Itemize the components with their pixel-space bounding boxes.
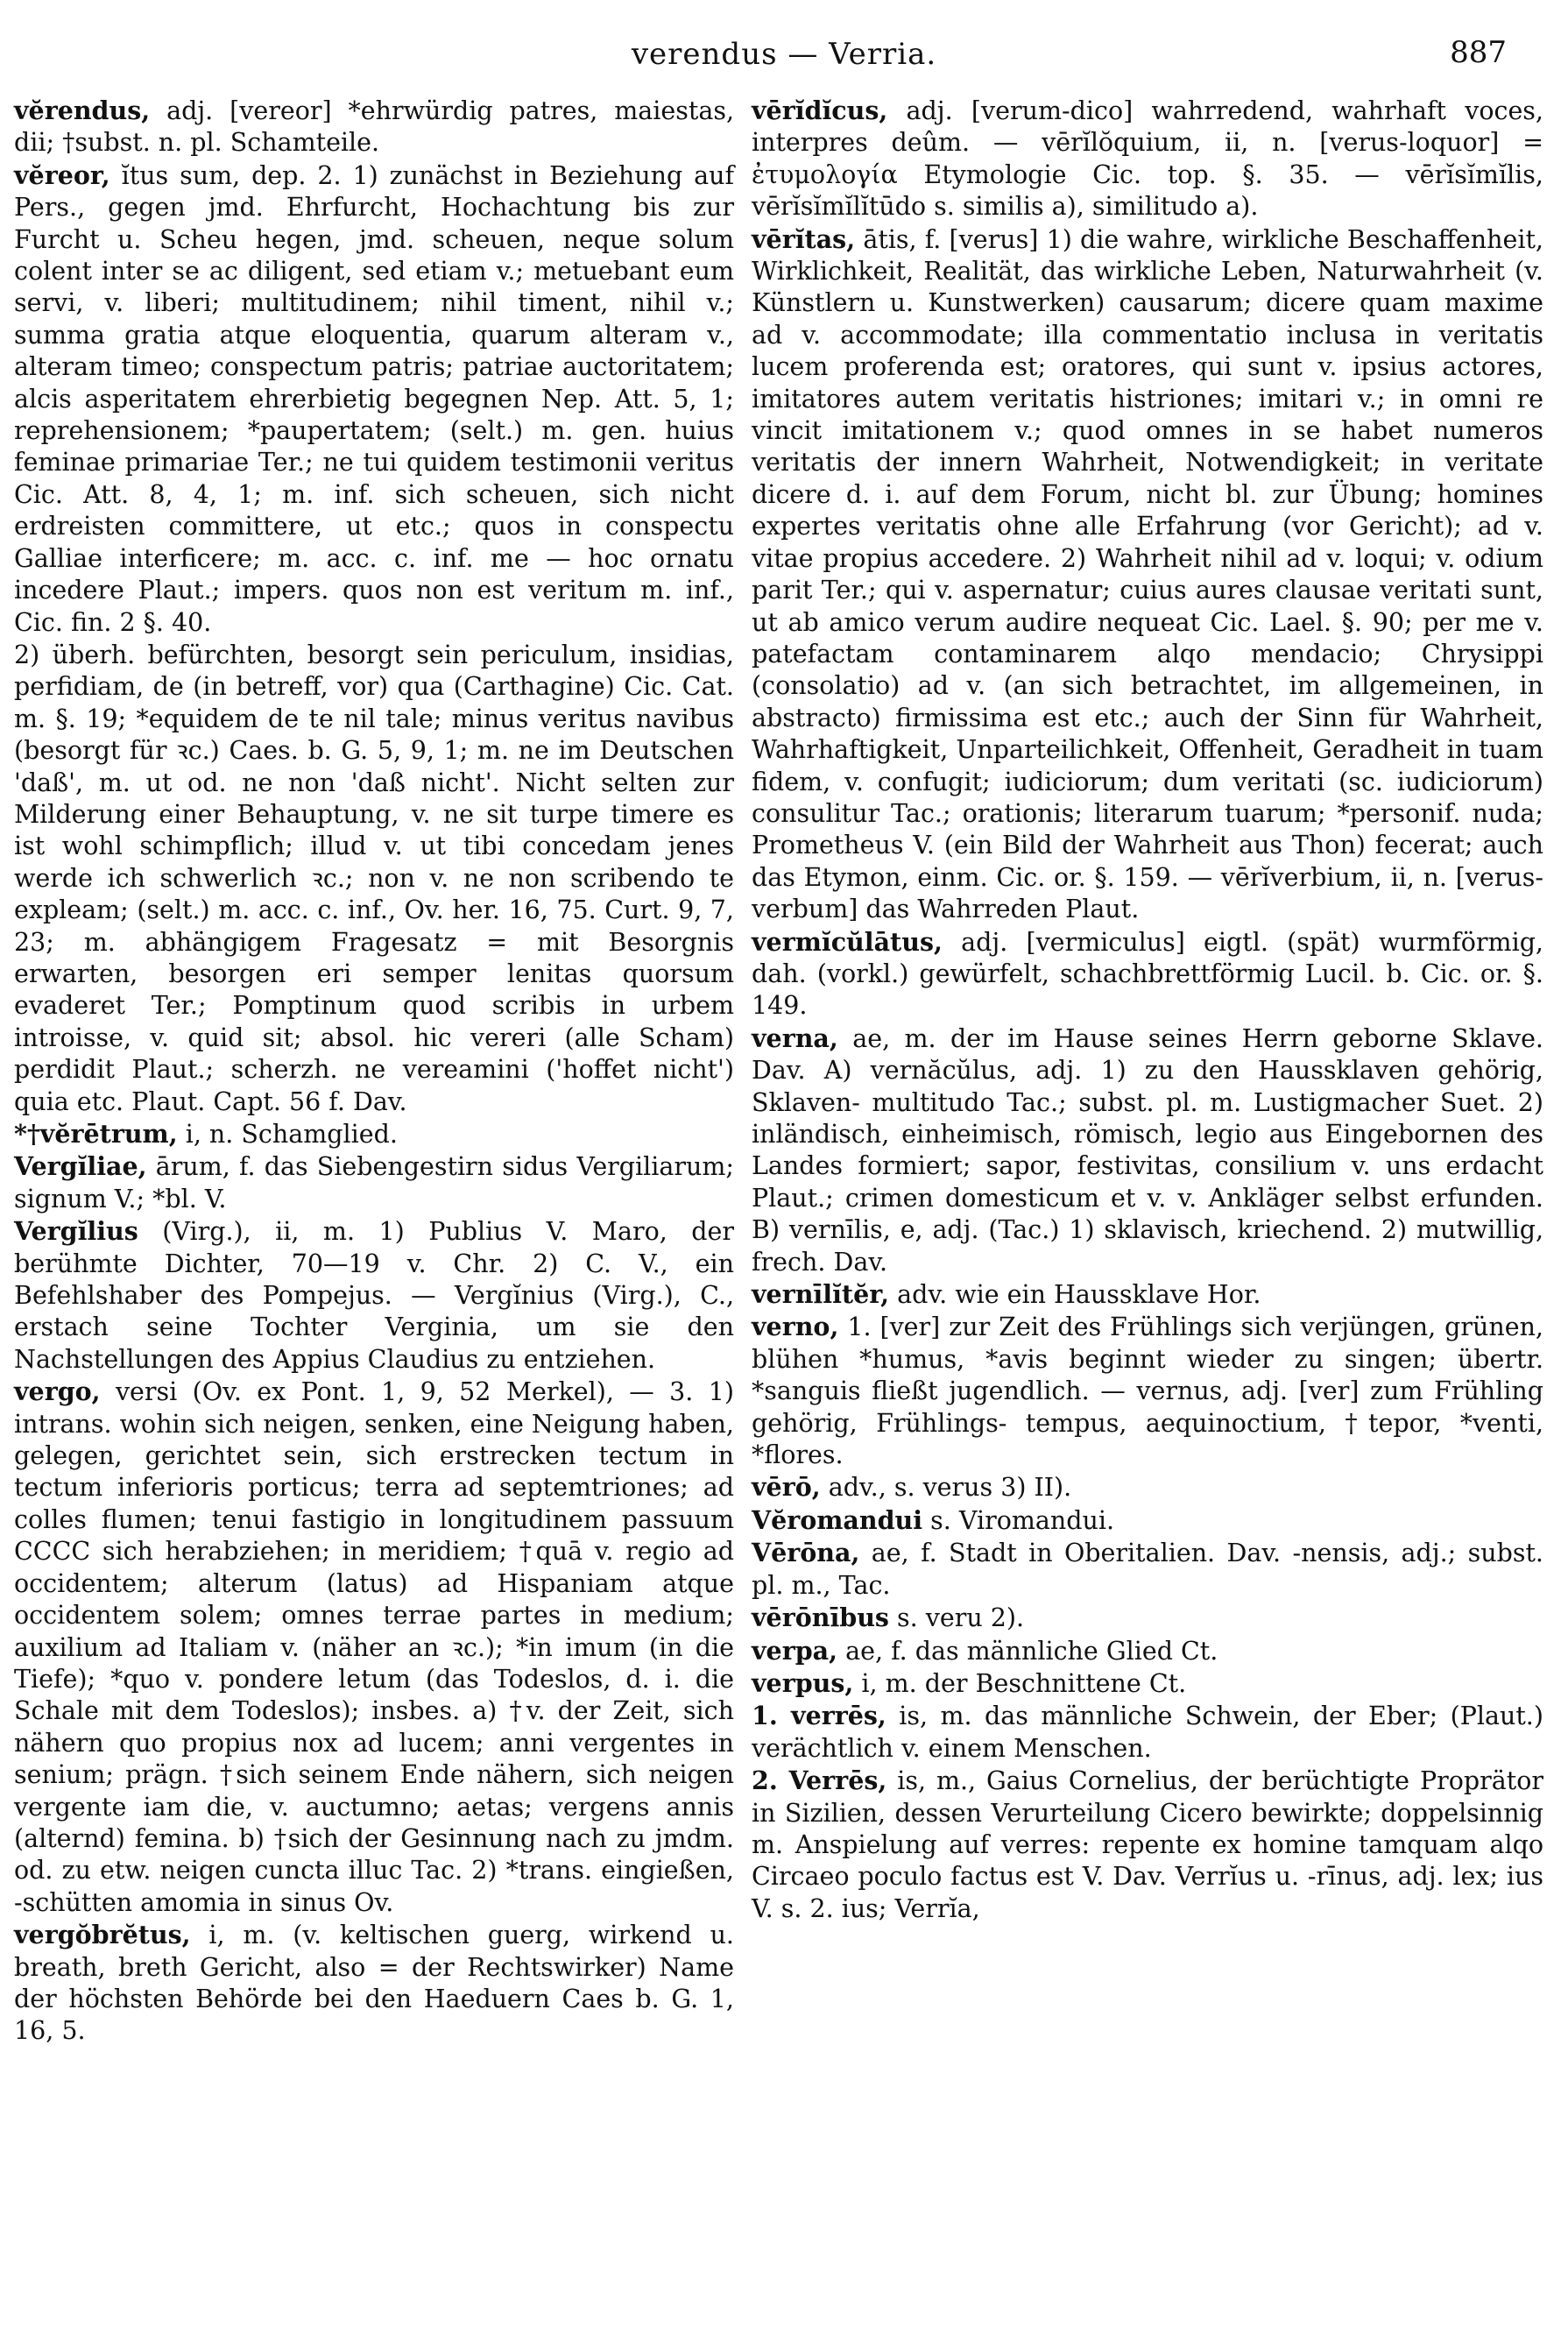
entry-definition: s. veru 2).: [888, 1603, 1025, 1633]
entry-definition: ārum, f. das Siebengestirn sidus Vergiliarum; signum V.; *bl. V.: [14, 1152, 734, 1213]
entry-definition: adv. wie ein Haussklave Hor.: [889, 1280, 1261, 1310]
entry-headword: Vĕromandui: [752, 1504, 923, 1535]
entry-headword: verpa,: [752, 1635, 838, 1666]
dictionary-entry: [14, 95, 734, 159]
dictionary-entry: [752, 1765, 1543, 1925]
entry-headword: vergŏbrĕtus,: [14, 1920, 191, 1950]
entry-headword: vĕrendus,: [14, 96, 151, 125]
entry-definition: ae, m. der im Hause seines Herrn geborne Sklave. Dav. A) vernăcŭlus, adj. 1) zu den Haussklaven gehörig, Sklaven‑ multitudo Tac.; subst. pl. m. Lustigmacher Suet. 2) inländisch, einheimisch, römisch, legio aus Eingebornen des Landes formiert; sapor, festivitas, consilium v. uns erdacht Plaut.; crimen domesticum et v. v. Ankläger selbst erfunden. B) vernīlis, e, adj. (Tac.) 1) sklavisch, kriechend. 2) mutwillig, frech. Dav.: [752, 1023, 1543, 1277]
entry-headword: Vergĭlius: [14, 1216, 138, 1247]
entry-definition: is, m., Gaius Cornelius, der berüchtigte Proprätor in Sizilien, dessen Verurteilung Cicero bewirkte; doppelsinnig m. Anspielung auf verres: repente ex homine tamquam alqo Circaeo poculo factus est V. Dav. Verrĭus u. ‑rīnus, adj. lex; ius V. s. 2. ius; Verrĭa,: [752, 1766, 1543, 1923]
dictionary-entry: [14, 1150, 734, 1215]
entry-headword: verna,: [752, 1022, 838, 1053]
entry-headword: vermĭcŭlātus,: [752, 926, 943, 957]
dictionary-entry: [14, 159, 734, 639]
entry-headword: vērō,: [752, 1472, 821, 1503]
dictionary-entry: [752, 1278, 1543, 1311]
page-header: [0, 30, 1568, 82]
entry-definition: s. Viromandui.: [922, 1505, 1115, 1535]
dictionary-entry: [752, 1022, 1543, 1278]
dictionary-entry: [752, 1504, 1543, 1537]
dictionary-entry: [14, 1118, 734, 1150]
entry-headword: vĕreor,: [14, 159, 110, 190]
dictionary-entry: [752, 1537, 1543, 1602]
dictionary-entry: [752, 1471, 1543, 1504]
entry-headword: verno,: [752, 1312, 839, 1342]
entry-definition: ĭtus sum, dep. 2. 1) zunächst in Beziehung auf Pers., gegen jmd. Ehrfurcht, Hochachtung bis zur Furcht u. Scheu hegen, jmd. scheuen, neque solum colent inter se ac diligent, sed etiam v.; metuebant eum servi, v. liberi; multitudinem; nihil timent, nihil v.; summa gratia atque eloquentia, quarum alteram v., alteram timeo; conspectum patris; patriae auctoritatem; alcis asperitatem ehrerbietig begegnen Nep. Att. 5, 1; reprehensionem; *paupertatem; (selt.) m. gen. huius feminae primariae Ter.; ne tui quidem testimonii veritus Cic. Att. 8, 4, 1; m. inf. sich scheuen, sich nicht erdreisten committere, ut etc.; quos in conspectu Galliae interficere; m. acc. c. inf. me — hoc ornatu incedere Plaut.; impers. quos non est veritum m. inf., Cic. fin. 2 §. 40.: [14, 160, 734, 637]
dictionary-entry: [752, 1602, 1543, 1634]
entry-definition: versi (Ov. ex Pont. 1, 9, 52 Merkel), — 3. 1) intrans. wohin sich neigen, senken, eine Neigung haben, gelegen, gerichtet sein, sich erstrecken tectum in tectum inferioris porticus; terra ad septemtriones; ad colles flumen; tenui fastigio in longitudinem passuum CCCC sich herabziehen; in meridiem; †quā v. regio ad occidentem; alterum (latus) ad Hispaniam atque occidentem solem; omnes terrae partes in medium; auxilium ad Italiam v. (näher an ꝛc.); *in imum (in die Tiefe); *quo v. pondere letum (das Todeslos, d. i. die Schale mit dem Todeslos); insbes. a) †v. der Zeit, sich nähern quo propius nox ad lucem; anni vergentes in senium; prägn. †sich seinem Ende nähern, sich neigen vergente iam die, v. auctumno; aetas; vergens annis (alternd) femina. b) †sich der Gesinnung nach zu jmdm. od. zu etw. neigen cuncta illuc Tac. 2) *trans. eingießen, ‑schütten amomia in sinus Ov.: [14, 1377, 734, 1917]
entry-definition: i, m. (v. keltischen guerg, wirkend u. breath, breth Gericht, also = der Rechtswirker) Name der höchsten Behörde bei den Haeduern Caes b. G. 1, 16, 5.: [14, 1921, 734, 2046]
entry-headword: vernīlĭtĕr,: [752, 1279, 890, 1310]
entry-definition: 1. [ver] zur Zeit des Frühlings sich verjüngen, grünen, blühen *humus, *avis beginnt wieder zu singen; übertr. *sanguis fließt jugendlich. — vernus, adj. [ver] zum Frühling gehörig, Frühlings‑ tempus, aequinoctium, †tepor, *venti, *flores.: [752, 1313, 1543, 1470]
running-title: verendus — Verria.: [631, 37, 937, 72]
entry-definition: 2) überh. befürchten, besorgt sein periculum, insidias, perfidiam, de (in betreff, vor) qua (Carthagine) Cic. Cat. m. §. 19; *equidem de te nil tale; minus veritus navibus (besorgt für ꝛc.) Caes. b. G. 5, 9, 1; m. ne im Deutschen 'daß', m. ut od. ne non 'daß nicht'. Nicht selten zur Milderung einer Behauptung, v. ne sit turpe timere es ist wohl schimpflich; illud v. ut tibi concedam jenes werde ich schwerlich ꝛc.; non v. ne non scribendo te expleam; (selt.) m. acc. c. inf., Ov. her. 16, 75. Curt. 9, 7, 23; m. abhängigem Fragesatz = mit Besorgnis erwarten, besorgen eri semper lenitas quorsum evaderet Ter.; Pomptinum quod scribis in urbem introisse, v. quid sit; absol. hic vereri (alle Scham) perdidit Plaut.; scherzh. ne vereamini ('hoffet nicht') quia etc. Plaut. Capt. 56 f. Dav.: [14, 640, 734, 1116]
entry-headword: Vērōna,: [752, 1538, 860, 1568]
entry-definition: i, n. Schamglied.: [177, 1120, 398, 1149]
entry-headword: 2. Verrēs,: [752, 1765, 887, 1796]
entry-definition: ae, f. das männliche Glied Ct.: [837, 1636, 1218, 1666]
entry-headword: 1. verrēs,: [752, 1701, 886, 1731]
entry-definition: adv., s. verus 3) II).: [820, 1473, 1072, 1503]
dictionary-entry: [752, 95, 1543, 223]
entry-definition: is, m. das männliche Schwein, der Eber; (Plaut.) verächtlich v. einem Menschen.: [752, 1702, 1543, 1763]
dictionary-entry: [752, 223, 1543, 926]
entry-headword: Vergĭliae,: [14, 1151, 147, 1182]
dictionary-entry: [752, 1311, 1543, 1471]
entry-headword: vērĭtas,: [752, 223, 856, 254]
right-column: [752, 95, 1543, 1925]
dictionary-entry: [752, 926, 1543, 1022]
entry-definition: adj. [vermiculus] eigtl. (spät) wurmförmig, dah. (vorkl.) gewürfelt, schachbrettförmig Lucil. b. Cic. or. §. 149.: [752, 927, 1543, 1021]
dictionary-entry: [14, 1376, 734, 1919]
entry-definition: adj. [vereor] *ehrwürdig patres, maiestas, dii; †subst. n. pl. Schamteile.: [14, 96, 734, 158]
entry-headword: vērōnībus: [752, 1603, 889, 1633]
entry-definition: ae, f. Stadt in Oberitalien. Dav. ‑nensis, adj.; subst. pl. m., Tac.: [752, 1539, 1543, 1600]
entry-headword: vergo,: [14, 1376, 101, 1407]
dictionary-entry-sense: [14, 639, 734, 1118]
page-number: 887: [1450, 35, 1507, 70]
dictionary-entry: [752, 1667, 1543, 1700]
entry-headword: *†vĕrētrum,: [14, 1119, 178, 1149]
entry-definition: i, m. der Beschnittene Ct.: [853, 1668, 1187, 1698]
dictionary-entry: [752, 1635, 1543, 1667]
dictionary-entry: [14, 1215, 734, 1376]
entry-headword: vērĭdĭcus,: [752, 96, 888, 125]
dictionary-entry: [14, 1919, 734, 2048]
entry-definition: adj. [verum-dico] wahrredend, wahrhaft voces, interpres deûm. — vērĭlŏquium, ii, n. [verus-loquor] = ἐτυμολογία Etymologie Cic. top. §. 35. — vērĭsĭmĭlis, vērĭsĭmĭlĭtūdo s. similis a), similitudo a).: [752, 96, 1543, 222]
entry-definition: (Virg.), ii, m. 1) Publius V. Maro, der berühmte Dichter, 70—19 v. Chr. 2) C. V., ein Befehlshaber des Pompejus. — Vergĭnius (Virg.), C., erstach seine Tochter Verginia, um sie den Nachstellungen des Appius Claudius zu entziehen.: [14, 1217, 734, 1374]
left-column: [14, 95, 734, 2048]
dictionary-entry: [752, 1700, 1543, 1765]
entry-definition: ātis, f. [verus] 1) die wahre, wirkliche Beschaffenheit, Wirklichkeit, Realität, das wirkliche Leben, Naturwahrheit (v. Künstlern u. Kunstwerken) causarum; dicere quam maxime ad v. accommodate; illa commentatio inclusa in veritatis lucem proferenda est; oratores, qui sunt v. ipsius actores, imitatores autem veritatis histriones; imitari v.; in omni re vincit imitationem v.; quod omnes in se habet numeros veritatis der innern Wahrheit, Notwendigkeit; in veritate dicere d. i. auf dem Forum, nicht bl. zur Übung; homines expertes veritatis ohne alle Erfahrung (vor Gericht); ad v. vitae propius accedere. 2) Wahrheit nihil ad v. loqui; v. odium parit Ter.; qui v. aspernatur; cuius aures clausae veritati sunt, ut ab amico verum audire nequeat Cic. Lael. §. 90; per me v. patefactam contaminarem alqo mendacio; Chrysippi (consolatio) ad v. (an sich betrachtet, im allgemeinen, in abstracto) firmissima est etc.; auch der Sinn für Wahrheit, Wahrhaftigkeit, Unparteilichkeit, Offenheit, Geradheit in tuam fidem, v. confugit; iudiciorum; dum veritati (sc. iudiciorum) consulitur Tac.; orationis; literarum tuarum; *personif. nuda; Prometheus V. (ein Bild der Wahrheit aus Thon) fecerat; auch das Etymon, einm. Cic. or. §. 159. — vērĭverbium, ii, n. [verus-verbum] das Wahrreden Plaut.: [752, 224, 1543, 924]
entry-headword: verpus,: [752, 1667, 854, 1698]
